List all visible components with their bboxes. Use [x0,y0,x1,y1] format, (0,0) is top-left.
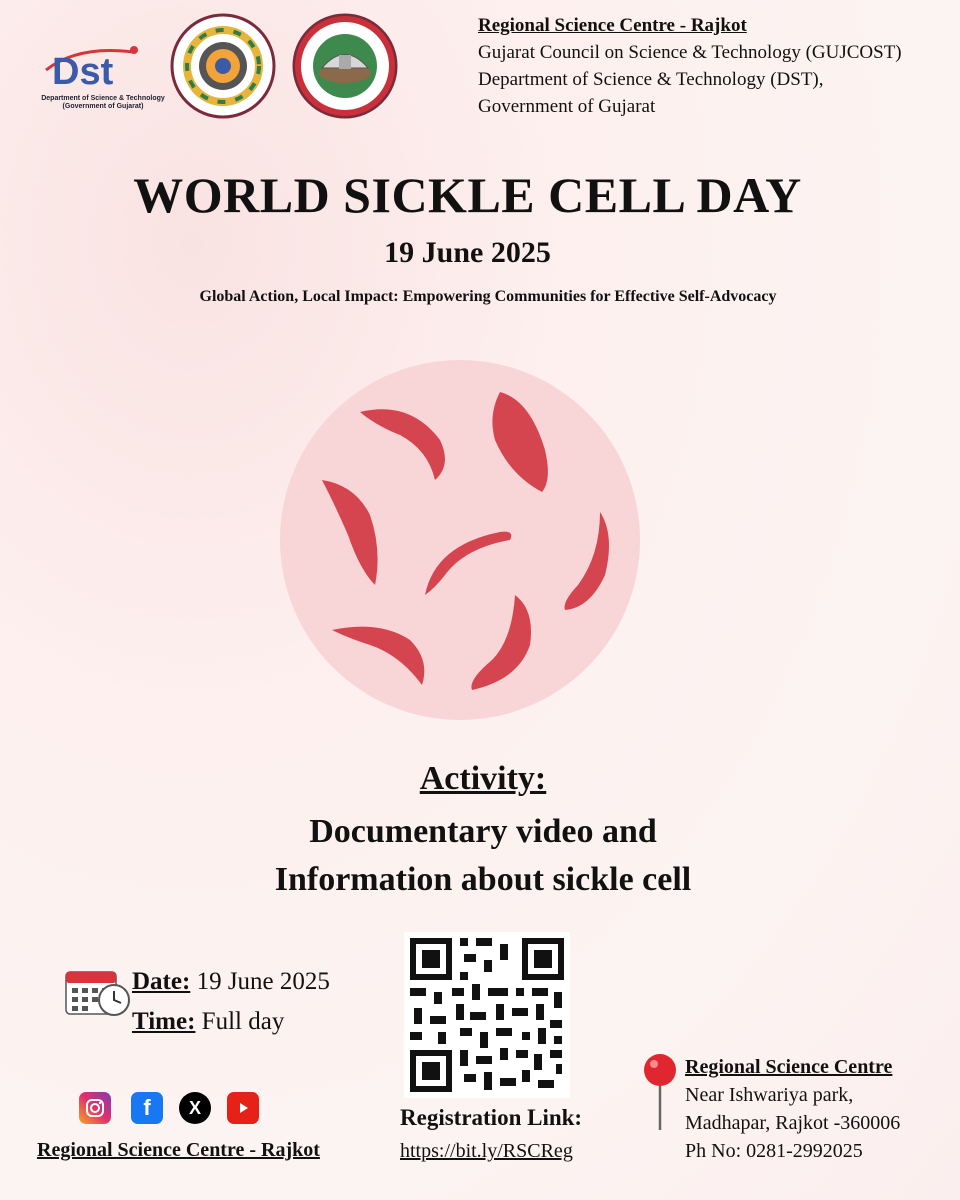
x-icon[interactable]: X [179,1092,211,1124]
event-date: 19 June 2025 [384,236,551,269]
address-line: Madhapar, Rajkot -360006 [685,1112,901,1134]
address-block [685,1053,900,1165]
gujcost-seal-logo [170,13,276,119]
social-org-name: Regional Science Centre - Rajkot [37,1139,320,1161]
dst-logo [38,40,168,115]
header-line: Government of Gujarat [478,96,656,117]
blood-circle [280,360,640,720]
event-details [132,962,330,1042]
header-line: Gujarat Council on Science & Technology (GUJCOST) [478,42,902,63]
header-org-title: Regional Science Centre - Rajkot [478,15,747,36]
rsc-rajkot-seal-logo [292,13,398,119]
youtube-icon[interactable] [227,1092,259,1124]
activity-line: Documentary video and [309,813,657,850]
date-label: Date: [132,968,191,995]
address-phone: Ph No: 0281-2992025 [685,1140,863,1162]
facebook-icon[interactable]: f [131,1092,163,1124]
registration-qr-code[interactable] [404,932,570,1098]
calendar-clock-icon [64,966,132,1018]
activity-description [0,808,960,904]
sickle-cell-illustration [260,340,680,740]
header-line: Department of Science & Technology (DST), [478,69,824,90]
event-title: WORLD SICKLE CELL DAY [133,167,802,223]
address-line: Near Ishwariya park, [685,1084,854,1106]
instagram-icon[interactable] [79,1092,111,1124]
registration-link[interactable]: https://bit.ly/RSCReg [400,1140,573,1162]
header-organization [478,12,902,120]
dst-caption: Department of Science & Technology (Government of Gujarat) [41,95,165,110]
time-value: Full day [195,1008,285,1035]
event-theme: Global Action, Local Impact: Empowering Communities for Effective Self-Advocacy [199,288,777,305]
map-pin-icon [640,1052,680,1132]
address-title: Regional Science Centre [685,1056,893,1078]
date-value: 19 June 2025 [190,968,330,995]
activity-line: Information about sickle cell [274,861,692,898]
svg-text:Dst: Dst [52,51,114,90]
time-label: Time: [132,1008,196,1035]
activity-heading: Activity: [419,760,547,797]
registration-label: Registration Link: [400,1105,583,1130]
